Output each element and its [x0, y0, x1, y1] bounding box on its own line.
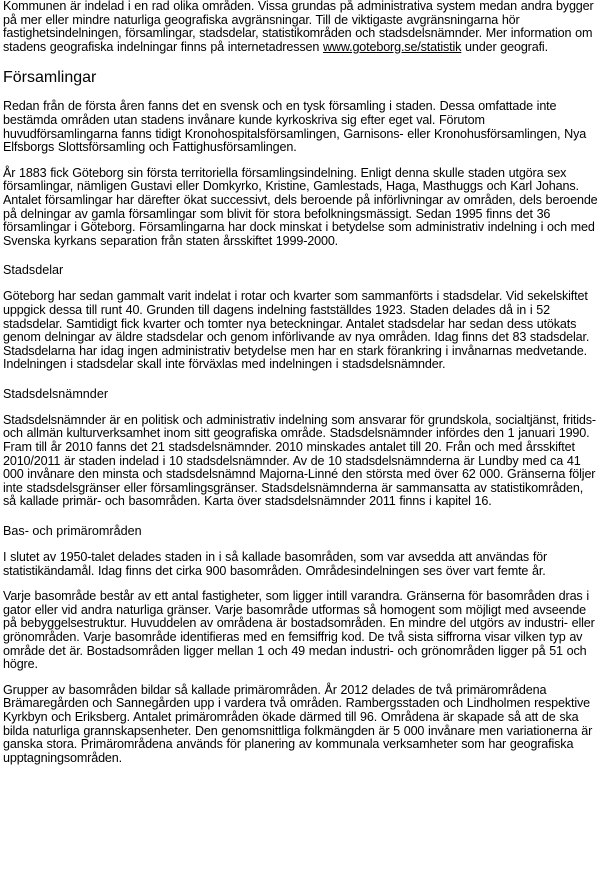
basomraden-paragraph-1: I slutet av 1950-talet delades staden in i så kallade basområden, som var avsedda att användas för statistikändamål. Idag finns det cirka 900 basområden. Områdesindelningen ses över vart femte år.: [3, 550, 548, 578]
section-heading-forsamlingar: Församlingar: [3, 69, 97, 87]
basomraden-paragraph-3: Grupper av basområden bildar så kallade primärområden. År 2012 delades de två primärområdena Brämaregården och Sannegården upp i vardera två områden. Rambergsstaden och Lindholmen respektive Kyrkbyn och Eriksberg. Antalet primärområden ökade därmed till 96. Områdena är skapade så att de ska bilda naturliga grannskapsenheter. Den genomsnittliga folkmängden är 5 000 invånare men variationerna är ganska stora. Primärområdena används för planering av kommunala verksamheter som har geografiska upptagningsområden.: [3, 682, 593, 765]
section-heading-basomraden: Bas- och primärområden: [3, 524, 142, 539]
basomraden-paragraph-2: Varje basområde består av ett antal fastigheter, som ligger intill varandra. Gränserna för basområden dras i gator eller vid andra naturliga gränser. Varje basområde utformas så homogent som möjligt med avseende på bebyggelsestruktur. Huvuddelen av områdena är bostadsområden. En mindre del utgörs av industri- eller grönområden. Varje basområde identifieras med en femsiffrig kod. De två sista siffrorna visar vilken typ av område det är. Bostadsområden ligger mellan 1 och 49 medan industri- och grönområden ligger på 51 och högre.: [3, 589, 595, 672]
section-heading-stadsdelsnamnder: Stadsdelsnämnder: [3, 386, 109, 401]
stadsdelsnamnder-paragraph-1: Stadsdelsnämnder är en politisk och administrativ indelning som ansvarar för grundskola, socialtjänst, fritids- och allmän kulturverksamhet inom sitt geografiska område. Stadsdelsnämnder infördes den 1 januari 1990. Fram till år 2010 fanns det 21 stadsdelsnämnder. 2010 minskades antalet till 20. Från och med årsskiftet 2010/2011 är staden indelad i 10 stadsdelsnämnder. Av de 10 stadsdelsnämnderna är Lundby med ca 41 000 invånare den minsta och stadsdelsnämnd Majorna-Linné den största med över 62 000. Gränserna följer inte stadsdelsgränser eller församlingsgränser. Stadsdelsnämnderna är sammansatta av statistikområden, så kallade primär- och basområden. Karta över stadsdelsnämnder 2011 finns i kapitel 16.: [3, 412, 596, 509]
stadsdelar-paragraph-1: Göteborg har sedan gammalt varit indelat i rotar och kvarter som sammanförts i stadsdelar. Vid sekelskiftet uppgick dessa till runt 40. Grunden till dagens indelning fastställdes 1923. Staden delades då in i 52 stadsdelar. Samtidigt fick kvarter och tomter nya beteckningar. Antalet stadsdelar har sedan dess utökats genom delningar av äldre stadsdelar och genom införlivande av nya områden. Idag finns det 83 stadsdelar. Stadsdelarna har idag ingen administrativ betydelse men har en stark förankring i invånarnas medvetande. Indelningen i stadsdelar skall inte förväxlas med indelningen i stadsdelsnämnder.: [3, 289, 590, 372]
section-heading-stadsdelar: Stadsdelar: [3, 263, 64, 278]
intro-paragraph: [3, 0, 599, 54]
forsamlingar-paragraph-1: Redan från de första åren fanns det en svensk och en tysk församling i staden. Dessa omfattade inte bestämda områden utan stadens invånare kunde kyrkoskriva sig efter eget val. Förutom huvudförsamlingarna fanns tidigt Kronohospitalsförsamlingen, Garnisons- eller Kronohusförsamlingen, Nya Elfsborgs Slottsförsamling och Fattighusförsamlingen.: [3, 99, 587, 155]
intro-text-end: under geografi.: [461, 39, 548, 54]
forsamlingar-paragraph-2: År 1883 fick Göteborg sin första territoriella församlingsindelning. Enligt denna skulle staden utgöra sex församlingar, nämligen Gustavi eller Domkyrko, Kristine, Gamlestads, Haga, Masthuggs och Karl Johans. Antalet församlingar har därefter ökat successivt, dels beroende på införlivningar av områden, dels beroende på delningar av gamla församlingar som blivit för stora befolkningsmässigt. Sedan 1995 finns det 36 församlingar i Göteborg. Församlingarna har dock minskat i betydelse som administrativ indelning i och med Svenska kyrkans separation från staten årsskiftet 1999-2000.: [3, 165, 598, 248]
intro-text: Kommunen är indelad i en rad olika områden. Vissa grundas på administrativa system medan andra bygger på mer eller mindre naturliga geografiska avgränsningar. Till de viktigaste avgränsningarna hör fastighetsindelningen, församlingar, stadsdelar, statistikområden och stadsdelsnämnder. Mer information om stadens geografiska indelningar finns på internetadressen: [3, 0, 594, 54]
statistics-link[interactable]: www.goteborg.se/statistik: [322, 39, 462, 54]
